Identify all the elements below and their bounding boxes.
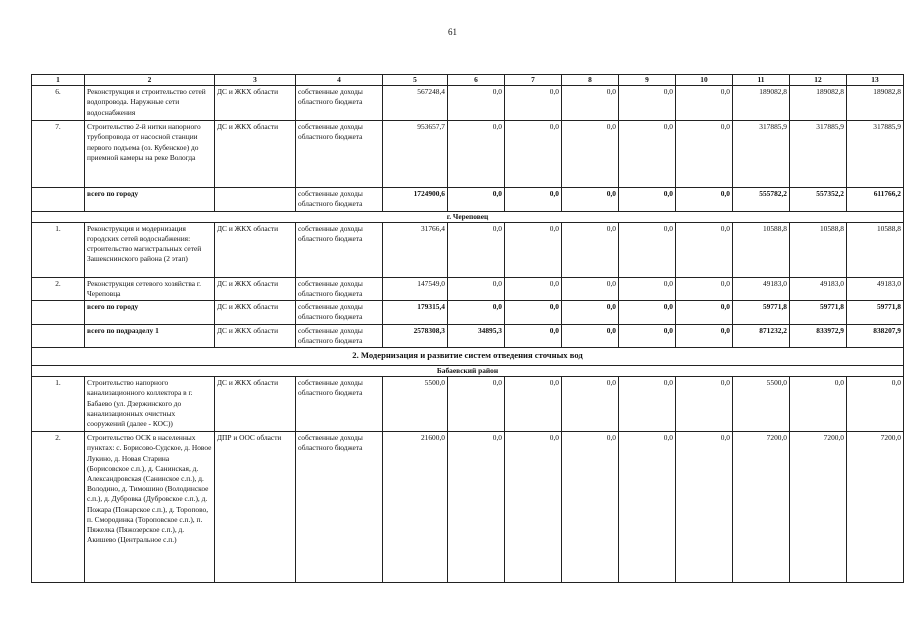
- row-value: 0,0: [505, 188, 562, 211]
- column-number-cell: 8: [562, 75, 619, 86]
- table-row: [32, 377, 904, 432]
- row-funding-source: собственные доходы областного бюджета: [296, 432, 383, 583]
- row-value: 49183,0: [790, 277, 847, 300]
- row-value: 0,0: [562, 324, 619, 347]
- row-value: 59771,8: [733, 301, 790, 324]
- row-funding-source: собственные доходы областного бюджета: [296, 324, 383, 347]
- row-value: 49183,0: [733, 277, 790, 300]
- row-funding-source: собственные доходы областного бюджета: [296, 222, 383, 277]
- row-value: 0,0: [562, 432, 619, 583]
- row-name: Строительство 2-й нитки напорного трубопровода от насосной станции первого подъема (оз. Кубенское) до приемной камеры на реке Вологда: [85, 121, 215, 188]
- row-value: 0,0: [562, 86, 619, 121]
- row-value: 953657,7: [383, 121, 448, 188]
- total-row: [32, 301, 904, 324]
- row-value: 0,0: [448, 188, 505, 211]
- row-value: 0,0: [448, 301, 505, 324]
- row-value: 1724900,6: [383, 188, 448, 211]
- row-value: 0,0: [619, 301, 676, 324]
- row-value: 0,0: [676, 301, 733, 324]
- row-value: 317885,9: [790, 121, 847, 188]
- row-value: 34895,3: [448, 324, 505, 347]
- row-name: Строительство ОСК в населенных пунктах: с. Борисово-Судское, д. Новое Лукино, д. Новая Старина (Борисовское с.п.), д. Санинская, д. Александровская (Санинское с.п.), д. Володино, д. Тимошино (Володинское с.п.), д. Дубровка (Дубровское с.п.), д. Пожара (Пожарское с.п.), д. Торопово, п. Смородинка (Тороповское с.п.), п. Пяжелка (Пяжозерское с.п.), д. Акишево (Центральное с.п.): [85, 432, 215, 583]
- row-value: 0,0: [448, 86, 505, 121]
- row-funding-source: собственные доходы областного бюджета: [296, 377, 383, 432]
- row-name: Строительство напорного канализационного коллектора в г. Бабаево (ул. Дзержинского до канализационных очистных сооружений (далее - КОС)): [85, 377, 215, 432]
- table-row: [32, 277, 904, 300]
- row-value: 0,0: [562, 301, 619, 324]
- row-value: 0,0: [562, 188, 619, 211]
- row-value: 21600,0: [383, 432, 448, 583]
- row-value: 2578308,3: [383, 324, 448, 347]
- row-name: всего по подразделу 1: [85, 324, 215, 347]
- row-value: 0,0: [505, 324, 562, 347]
- row-executor: ДС и ЖКХ области: [215, 121, 296, 188]
- row-value: 0,0: [505, 432, 562, 583]
- row-index: 1.: [32, 377, 85, 432]
- column-number-cell: 3: [215, 75, 296, 86]
- row-value: 189082,8: [733, 86, 790, 121]
- row-value: 0,0: [790, 377, 847, 432]
- row-value: 0,0: [505, 222, 562, 277]
- row-funding-source: собственные доходы областного бюджета: [296, 301, 383, 324]
- column-number-cell: 13: [847, 75, 904, 86]
- row-value: 0,0: [619, 86, 676, 121]
- row-name: всего по городу: [85, 188, 215, 211]
- row-executor: ДС и ЖКХ области: [215, 277, 296, 300]
- row-index: [32, 324, 85, 347]
- budget-table: [31, 74, 904, 583]
- row-value: 567248,4: [383, 86, 448, 121]
- subsection-total-row: [32, 324, 904, 347]
- row-executor: [215, 188, 296, 211]
- row-value: 317885,9: [733, 121, 790, 188]
- row-executor: ДС и ЖКХ области: [215, 86, 296, 121]
- row-value: 7200,0: [733, 432, 790, 583]
- row-value: 833972,9: [790, 324, 847, 347]
- row-value: 0,0: [676, 222, 733, 277]
- row-value: 0,0: [448, 377, 505, 432]
- row-value: 0,0: [562, 222, 619, 277]
- row-value: 0,0: [676, 432, 733, 583]
- district-header: [32, 366, 904, 377]
- row-funding-source: собственные доходы областного бюджета: [296, 277, 383, 300]
- row-value: 0,0: [676, 121, 733, 188]
- row-value: 59771,8: [847, 301, 904, 324]
- row-value: 0,0: [562, 121, 619, 188]
- table-row: [32, 222, 904, 277]
- table-row: [32, 86, 904, 121]
- row-index: 6.: [32, 86, 85, 121]
- row-index: [32, 188, 85, 211]
- column-number-row: [32, 75, 904, 86]
- row-value: 0,0: [448, 222, 505, 277]
- row-value: 0,0: [619, 222, 676, 277]
- row-executor: ДС и ЖКХ области: [215, 377, 296, 432]
- row-value: 0,0: [448, 432, 505, 583]
- row-value: 0,0: [505, 86, 562, 121]
- row-value: 0,0: [619, 277, 676, 300]
- row-value: 871232,2: [733, 324, 790, 347]
- row-value: 0,0: [505, 121, 562, 188]
- row-funding-source: собственные доходы областного бюджета: [296, 188, 383, 211]
- row-value: 557352,2: [790, 188, 847, 211]
- row-value: 317885,9: [847, 121, 904, 188]
- column-number-cell: 7: [505, 75, 562, 86]
- column-number-cell: 2: [85, 75, 215, 86]
- row-value: 0,0: [676, 377, 733, 432]
- row-name: Реконструкция и строительство сетей водопровода. Наружные сети водоснабжения: [85, 86, 215, 121]
- row-value: 0,0: [676, 86, 733, 121]
- row-value: 0,0: [619, 324, 676, 347]
- row-value: 0,0: [676, 324, 733, 347]
- row-value: 0,0: [505, 301, 562, 324]
- row-value: 0,0: [505, 277, 562, 300]
- row-value: 0,0: [505, 377, 562, 432]
- row-funding-source: собственные доходы областного бюджета: [296, 121, 383, 188]
- page-number: 61: [448, 27, 457, 37]
- row-name: всего по городу: [85, 301, 215, 324]
- row-value: 0,0: [847, 377, 904, 432]
- row-value: 179315,4: [383, 301, 448, 324]
- column-number-cell: 4: [296, 75, 383, 86]
- column-number-cell: 11: [733, 75, 790, 86]
- section-header-label: 2. Модернизация и развитие систем отведения сточных вод: [32, 348, 904, 366]
- row-value: 0,0: [562, 377, 619, 432]
- table-row: [32, 121, 904, 188]
- row-value: 0,0: [562, 277, 619, 300]
- row-executor: ДС и ЖКХ области: [215, 222, 296, 277]
- row-executor: ДС и ЖКХ области: [215, 301, 296, 324]
- row-value: 0,0: [676, 188, 733, 211]
- row-value: 555782,2: [733, 188, 790, 211]
- row-funding-source: собственные доходы областного бюджета: [296, 86, 383, 121]
- row-value: 0,0: [676, 277, 733, 300]
- row-index: 1.: [32, 222, 85, 277]
- section-header: [32, 348, 904, 366]
- row-index: 2.: [32, 432, 85, 583]
- row-value: 5500,0: [733, 377, 790, 432]
- row-value: 10588,8: [790, 222, 847, 277]
- row-value: 189082,8: [847, 86, 904, 121]
- city-header-label: г. Череповец: [32, 211, 904, 222]
- row-value: 147549,0: [383, 277, 448, 300]
- row-name: Реконструкция сетевого хозяйства г. Череповца: [85, 277, 215, 300]
- column-number-cell: 12: [790, 75, 847, 86]
- city-header: [32, 211, 904, 222]
- row-value: 838207,9: [847, 324, 904, 347]
- district-header-label: Бабаевский район: [32, 366, 904, 377]
- row-value: 0,0: [619, 188, 676, 211]
- row-value: 0,0: [448, 121, 505, 188]
- row-value: 10588,8: [733, 222, 790, 277]
- row-value: 59771,8: [790, 301, 847, 324]
- row-index: 2.: [32, 277, 85, 300]
- total-row: [32, 188, 904, 211]
- row-name: Реконструкция и модернизация городских сетей водоснабжения: строительство магистральных сетей Зашекснинского района (2 этап): [85, 222, 215, 277]
- column-number-cell: 1: [32, 75, 85, 86]
- row-index: [32, 301, 85, 324]
- row-value: 49183,0: [847, 277, 904, 300]
- row-index: 7.: [32, 121, 85, 188]
- row-value: 611766,2: [847, 188, 904, 211]
- row-value: 0,0: [619, 432, 676, 583]
- row-value: 0,0: [448, 277, 505, 300]
- row-value: 10588,8: [847, 222, 904, 277]
- row-value: 7200,0: [790, 432, 847, 583]
- row-value: 189082,8: [790, 86, 847, 121]
- row-executor: ДПР и ООС области: [215, 432, 296, 583]
- row-value: 0,0: [619, 121, 676, 188]
- column-number-cell: 10: [676, 75, 733, 86]
- row-value: 0,0: [619, 377, 676, 432]
- column-number-cell: 5: [383, 75, 448, 86]
- row-value: 31766,4: [383, 222, 448, 277]
- row-value: 7200,0: [847, 432, 904, 583]
- column-number-cell: 9: [619, 75, 676, 86]
- table-row: [32, 432, 904, 583]
- row-value: 5500,0: [383, 377, 448, 432]
- column-number-cell: 6: [448, 75, 505, 86]
- row-executor: ДС и ЖКХ области: [215, 324, 296, 347]
